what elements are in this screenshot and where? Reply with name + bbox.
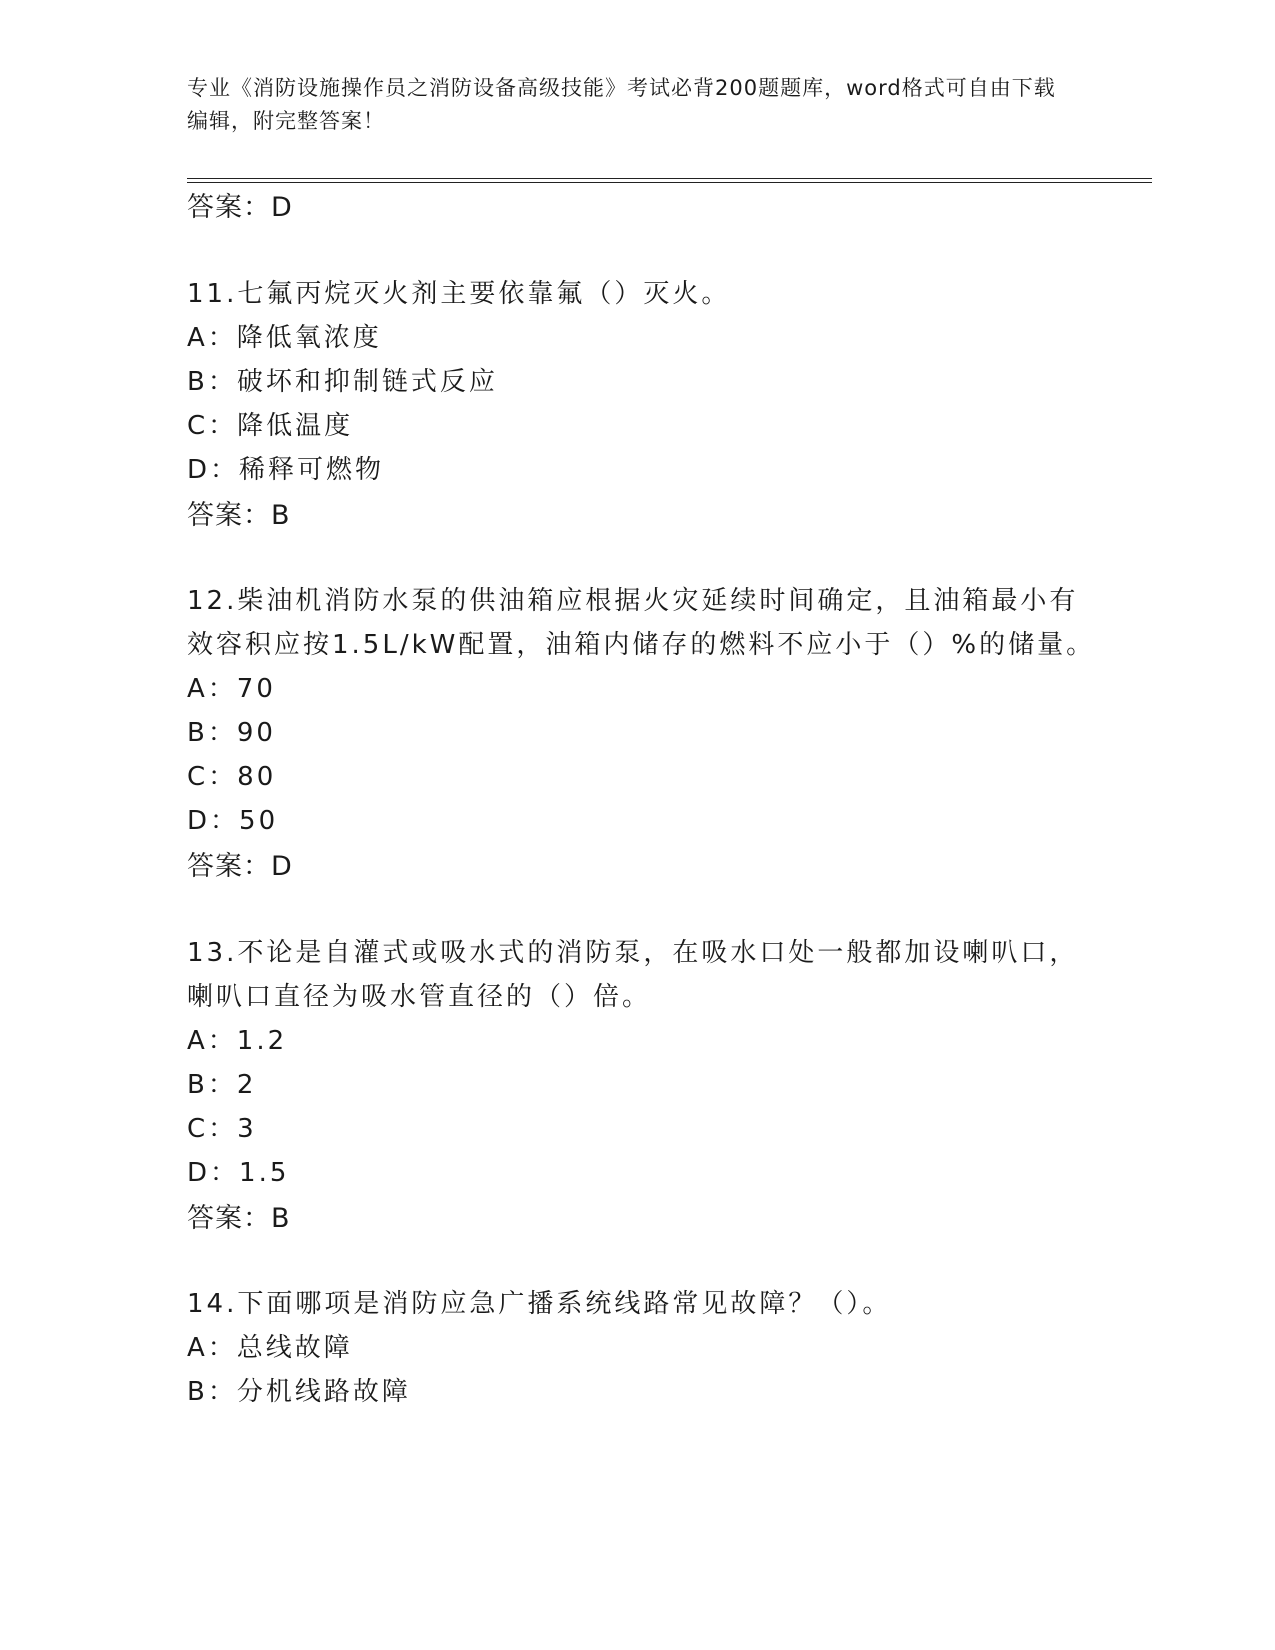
q11-option-b: B：破坏和抑制链式反应 [187,367,498,397]
q13-option-c: C：3 [187,1114,257,1144]
question-12-line2: 效容积应按1.5L/kW配置，油箱内储存的燃料不应小于（）%的储量。 [187,630,1096,660]
q11-option-c: C：降低温度 [187,411,354,441]
question-14: 14.下面哪项是消防应急广播系统线路常见故障？（）。 [187,1289,892,1319]
q14-option-a: A：总线故障 [187,1333,353,1363]
q13-option-d: D：1.5 [187,1158,290,1188]
q13-option-b: B：2 [187,1070,257,1100]
question-13-line1: 13.不论是自灌式或吸水式的消防泵，在吸水口处一般都加设喇叭口， [187,938,1079,968]
q13-option-a: A：1.2 [187,1026,288,1056]
q12-option-c: C：80 [187,762,277,792]
header-divider-bottom [187,182,1152,183]
header-divider-top [187,178,1152,179]
q12-option-b: B：90 [187,718,276,748]
q12-option-a: A：70 [187,674,276,704]
answer-prev: 答案：D [187,192,293,223]
q11-option-d: D：稀释可燃物 [187,455,385,485]
question-13-line2: 喇叭口直径为吸水管直径的（）倍。 [187,982,652,1012]
q11-answer: 答案：B [187,500,291,531]
q14-option-b: B：分机线路故障 [187,1377,411,1407]
q13-answer: 答案：B [187,1203,291,1234]
question-11: 11.七氟丙烷灭火剂主要依靠氟（）灭火。 [187,279,731,309]
q12-option-d: D：50 [187,806,279,836]
document-header: 专业《消防设施操作员之消防设备高级技能》考试必背200题题库，word格式可自由下载编辑，附完整答案！ [187,76,1056,133]
q11-option-a: A：降低氧浓度 [187,323,382,353]
question-12-line1: 12.柴油机消防水泵的供油箱应根据火灾延续时间确定，且油箱最小有 [187,586,1079,616]
q12-answer: 答案：D [187,851,293,882]
